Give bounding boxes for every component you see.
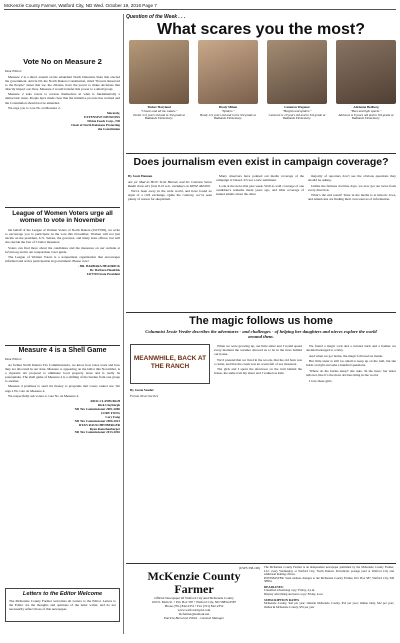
journalism-col3 [308, 174, 396, 203]
vote-paragraph-1: Measure 2 is a direct assault on the Abundant North Dakotans State that elected the government. Article III, the North Dakota Constitution, titled "Powers Reserved to the People" states that we, the citizens, have the power to make decisions that directly impact our lives. Measure 2 would transfer this power to a small group. [5, 74, 120, 91]
vote-signature: Sincerely, EXTENSIVE DIVISIONS Divine Foods Corp., ND Chair of North Dakotans Protecting the Constitution [71, 111, 120, 131]
league-title: League of Women Voters urge all women to vote in November [12, 210, 113, 225]
magic-col1 [214, 344, 302, 377]
measure4-salutation: Dear Editor: [5, 357, 22, 361]
caption-adrienne: Adrienne Hedberg "Bees and light sparks." Adrienne is 8 years old and in 3rd grade at Badlands Elementary. [338, 105, 394, 121]
journalism-byline: By Scott Hennen [128, 174, 153, 178]
magic-c3-p3: I love these girls. [309, 378, 333, 383]
measure4-paragraph-2: Measure 4 promises to send tax money to programs that voters cannot see. We urge a No vote on Measure 4. [5, 384, 120, 393]
column-logo [130, 344, 210, 384]
masthead-address: 109 N. Main St. • P.O. Box 587 • Watford City, ND 58854-0587 [151, 600, 237, 604]
measure4-letter [5, 347, 120, 435]
journalism-c1-p2: Many observers have pointed out media coverage of the campaign is biased. It’s not a new sentiment. [216, 174, 304, 183]
magic-byline-block [130, 388, 210, 399]
masthead-info: The McKenzie County Farmer is an independent newspaper published by the McKenzie County Farmer, LLC every Wednesday at Watford City, North Dakota. Periodicals postage paid at Watford City and additional mailing offices. POSTMASTER: Send address changes to the McKenzie County Farmer, P.O. Box 587, Watford City, ND 58854. [264, 565, 394, 584]
subscription-title: SUBSCRIPTION RATES [264, 598, 300, 603]
magic-byline2: Forum News Service [130, 393, 159, 398]
vote-no-letter [5, 57, 120, 132]
vote-paragraph-2: Measure 2 asks voters to reverse themselves in what is fundamentally a democratic issue. People have made clear that the initiative process has worked and the Constitution should not be amended. [5, 92, 120, 105]
measure4-title: Measure 4 is a Shell Game [18, 347, 107, 354]
magic-c3-p1: Her little sister is still too small to keep up on the trail, but she holds on tight and asks a hundred questions. [306, 359, 396, 368]
caption-tucker: Tucker Haryland "Clowns and all the snakes." Tucker is 9 years old and in 3rd grade at Badlands Elementary. [132, 105, 186, 121]
subscription-text: McKenzie County, $42 per year; Outside McKenzie County, $52 per year; Online Only, $42 per year; Online & McKenzie County, $55 per year [264, 601, 394, 609]
photo-brody [198, 40, 258, 104]
qotw-label: Question of the Week . . . [126, 14, 186, 20]
journalism-c2-p3: What’s the end result? Trust in the media is at historic lows, and Americans are finding their own sources of information. [308, 193, 396, 202]
masthead-web[interactable]: www.watfordcitynd.com [177, 608, 211, 612]
deadlines-title: DEADLINES: [264, 585, 284, 590]
caption-cameron: Cameron Wagoner "Heights and spiders." Cameron is 10 years old and in 3rd grade at Badlands Elementary. [268, 105, 326, 121]
name-brody: Brody Milam [218, 105, 238, 109]
page-header [4, 2, 396, 10]
qotw-question: What scares you the most? [156, 21, 366, 38]
masthead-title: McKenzie County Farmer [147, 569, 241, 596]
masthead-phone: Phone (701) 842-2351 • Fax (701) 842-2352 [164, 604, 224, 608]
vote-no-title: Vote No on Measure 2 [23, 57, 102, 66]
league-signature: - DR. BARBARA HEADRICK Dr. Barbara Headrick LWVND State President [78, 264, 120, 277]
magic-byline: By Jessie Veeder [130, 388, 154, 392]
letters-title: Letters to the Editor Welcome [22, 591, 103, 597]
deadlines-text: Classified advertising copy: Friday, 4 p.m. Display advertising and news copy: Friday, noon [264, 588, 323, 597]
league-paragraph-1: On behalf of the League of Women Voters of North Dakota (LWVND), we write to encourage you to participate in the vote this November. Women will not just decide on the president, U.S. Senate, the governor, and many state offices, but will also decide the fate of 5 ballot measures. [5, 227, 120, 244]
measure4-signature: RICK CLAYBURGH Rick Clayburgh ND Tax Commissioner 2001-2006 CORY FONG Cory Fong ND Tax Commissioner 2006-2013 RYAN RAUSCHENBERGER Ryan Rauschenberger ND Tax Commissioner 2013-2016 [74, 399, 120, 435]
league-letter [5, 210, 120, 277]
page-header-text: McKenzie County Farmer, Watford City, ND Wed. October 19, 2016 Page 7 [4, 3, 157, 8]
masthead-tagline: Official Newspaper Of Watford City And McKenzie County [154, 596, 234, 600]
letters-box [5, 588, 120, 622]
journalism-c1-p1: We've been away in the wide world, and have found no signs of a civil exchange. Quite the contrary, we’ve seen plenty of reason for skepticism. [128, 189, 212, 202]
journalism-c2-p2: Unlike the fairness doctrine days, we now get our news from every direction. [308, 183, 396, 192]
name-cameron: Cameron Wagoner [284, 105, 310, 109]
photo-adrienne [336, 40, 396, 104]
masthead-usps: (USPS 338-100) [238, 566, 260, 570]
name-tucker: Tucker Haryland [147, 105, 171, 109]
magic-c1-p1: When we were growing up, our little sister and I would spend every moment the weather allowed us to be in the trees behind our house. [214, 344, 302, 357]
magic-article [126, 315, 396, 339]
magic-c2-p2: We found a magic rock and a twisted stick and a feather we decided belonged to a fairy. [306, 344, 396, 353]
journalism-c2-p1: majority of reporters don’t see the obvious questions they should be asking. [308, 174, 396, 183]
journalism-subtitle: Are ya' Mad as Hell? Scott Hennen and his Common Sense Radio show airs from 8-10 a.m. weekdays on KEYZ AM 660. [128, 179, 212, 188]
league-paragraph-3: The League of Women Voters is a nonpartisan organization that encourages informed and active participation in government. Please vote! [5, 255, 120, 264]
magic-title: The magic follows us home [189, 315, 333, 327]
measure4-paragraph-3: We respectfully ask voters to vote No on Measure 4. [8, 394, 80, 399]
photo-tucker [129, 40, 189, 104]
masthead-email[interactable]: mcfarmer@nemont.net [178, 612, 210, 616]
vote-paragraph-3: We urge you to vote No on Measure 2. [8, 106, 61, 111]
league-paragraph-2: Voters can find more about the candidates and the measures on our website at lwvnd.org and in our nonpartisan voter guide. [5, 245, 120, 254]
journalism-c1-p3: Look at the news this past week. Wall-to-wall coverage of one candidate’s remarks made years ago, and little coverage of leaked emails about the other. [216, 183, 304, 196]
magic-c1-p2: We’d pretend that we lived in the woods, that the old barn was a castle, and that the creek was an ocean full of sea monsters. [214, 357, 302, 366]
journalism-col1 [128, 174, 212, 203]
letters-text: The McKenzie County Farmer welcomes all Letters to the Editor. Letters to the Editor are the thoughts and opinions of the letter writer, and do not necessarily reflect those of this newspaper. [9, 598, 116, 611]
masthead-publisher: Patricia Burwood, Editor - General Manager [163, 616, 225, 620]
magic-col2 [306, 344, 396, 384]
vote-salutation: Dear Editor: [5, 69, 22, 73]
column-logo-text: MEANWHILE, BACK AT THE RANCH [133, 355, 207, 370]
photo-cameron [267, 40, 327, 104]
magic-c3-p2: 'Where do the fairies sleep?' she asks. 'In the trees,' her sister tells her, like it’s the most obvious thing in the world. [306, 369, 396, 378]
caption-brody: Brody Milam "Spiders." Brody is 9 years old and in the 3rd grade at Badlands Elementary. [200, 105, 256, 121]
magic-c2-p3: And when we got home, the magic followed us inside. [309, 353, 383, 358]
masthead [126, 563, 396, 635]
journalism-article [126, 156, 396, 168]
magic-c2-p1: The girls and I spent the afternoon on the trail behind the house, the same trail my sister and I walked as kids. [214, 367, 302, 376]
magic-subtitle: Columnist Jessie Veeder describes the adventures - and challenges - of helping her daughters and nieces explore the world around them. [145, 328, 377, 339]
measure4-paragraph-1: As former North Dakota Tax Commissioners, we know how taxes work and how they are allocated in our state. Measure 4, appearing on the ballot this November, is a cigarette tax proposal to eliminate local property taxes and is really its prerequisite. The shell game of Measure 4 is a shifting of the burden from one group to another. [5, 362, 120, 383]
journalism-title: Does journalism even exist in campaign coverage? [133, 156, 389, 168]
name-adrienne: Adrienne Hedberg [353, 105, 379, 109]
journalism-col2 [216, 174, 304, 197]
